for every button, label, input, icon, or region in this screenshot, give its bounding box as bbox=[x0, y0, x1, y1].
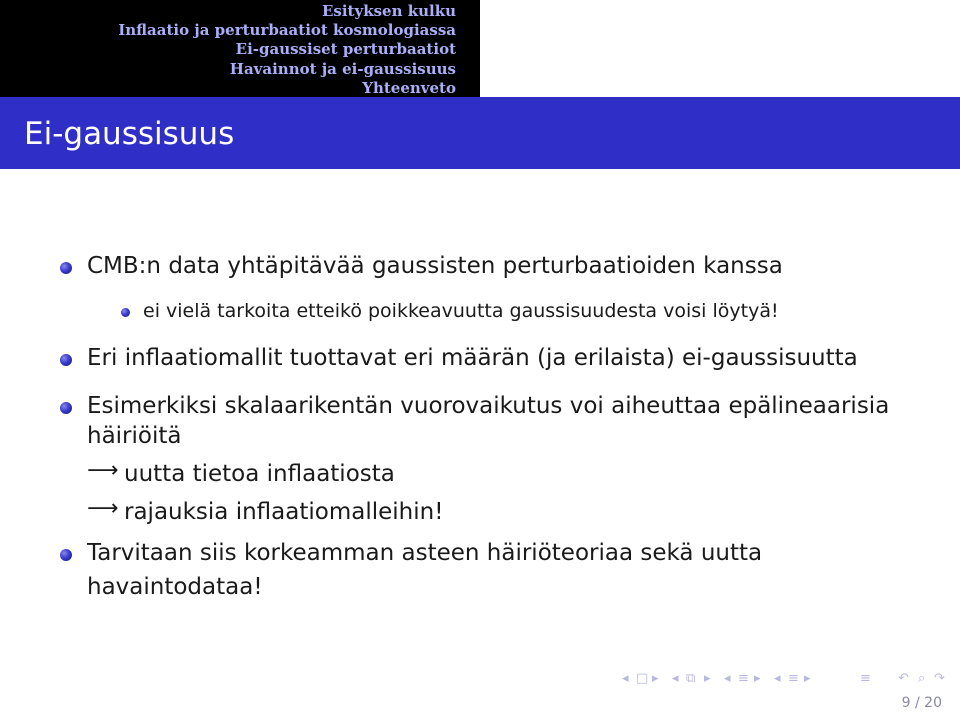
top-navigation-bar bbox=[0, 0, 960, 97]
nav-item-yhteenveto[interactable]: Yhteenveto bbox=[362, 78, 456, 97]
arrow-item-2: rajauksia inflaatiomalleihin! bbox=[124, 499, 444, 525]
nav-blank-area bbox=[480, 0, 960, 97]
next-section-icon[interactable]: ▸ bbox=[754, 671, 761, 686]
next-part-icon[interactable]: ▸ bbox=[804, 671, 811, 686]
long-right-arrow-icon: ⟶ bbox=[87, 496, 119, 521]
bullet-ball-icon bbox=[60, 262, 72, 274]
bullet-item-1: CMB:n data yhtäpitävää gaussisten perturbaatioiden kanssa bbox=[87, 253, 783, 279]
sub-bullet-ball-icon bbox=[121, 308, 130, 317]
bullet-ball-icon bbox=[60, 402, 72, 414]
next-subsection-icon[interactable]: ▸ bbox=[704, 671, 711, 686]
nav-item-inflaatio[interactable]: Inflaatio ja perturbaatiot kosmologiassa bbox=[118, 21, 456, 40]
section-icon[interactable]: ≡ bbox=[738, 671, 749, 686]
sub-bullet-item-1: ei vielä tarkoita etteikö poikkeavuutta gaussisuudesta voisi löytyä! bbox=[143, 300, 779, 322]
beamer-navigation-symbols bbox=[622, 671, 952, 691]
redo-icon[interactable]: ↷ bbox=[934, 671, 945, 686]
prev-section-icon[interactable]: ◂ bbox=[724, 671, 731, 686]
frame-icon[interactable]: □ bbox=[636, 671, 649, 686]
part-icon[interactable]: ≡ bbox=[788, 671, 799, 686]
nav-item-ei-gaussiset[interactable]: Ei-gaussiset perturbaatiot bbox=[235, 40, 456, 59]
long-right-arrow-icon: ⟶ bbox=[87, 458, 119, 483]
nav-item-havainnot[interactable]: Havainnot ja ei-gaussisuus bbox=[229, 59, 456, 78]
bullet-ball-icon bbox=[60, 354, 72, 366]
document-icon[interactable]: ≡ bbox=[860, 671, 871, 686]
bullet-item-3-line-2: häiriöitä bbox=[87, 423, 182, 449]
bullet-item-3-line-1: Esimerkiksi skalaarikentän vuorovaikutus voi aiheuttaa epälineaarisia bbox=[87, 393, 890, 419]
search-icon[interactable]: ⌕ bbox=[918, 671, 926, 686]
nav-item-esityksen-kulku[interactable]: Esityksen kulku bbox=[321, 2, 456, 20]
section-navigation bbox=[10, 0, 480, 98]
subsection-icon[interactable]: ⧉ bbox=[686, 671, 696, 686]
bullet-item-4-line-2: havaintodataa! bbox=[87, 574, 263, 600]
bullet-ball-icon bbox=[60, 549, 72, 561]
prev-subsection-icon[interactable]: ◂ bbox=[672, 671, 679, 686]
bullet-item-2: Eri inflaatiomallit tuottavat eri määrän (ja erilaista) ei-gaussisuutta bbox=[87, 345, 858, 371]
page-number: 9 / 20 bbox=[901, 695, 942, 711]
prev-part-icon[interactable]: ◂ bbox=[774, 671, 781, 686]
undo-icon[interactable]: ↶ bbox=[898, 671, 909, 686]
bullet-item-4-line-1: Tarvitaan siis korkeamman asteen häiriöteoriaa sekä uutta bbox=[87, 540, 763, 566]
frame-title: Ei-gaussisuus bbox=[24, 116, 235, 152]
next-frame-icon[interactable]: ▸ bbox=[652, 671, 659, 686]
arrow-item-1: uutta tietoa inflaatiosta bbox=[124, 461, 395, 487]
prev-frame-icon[interactable]: ◂ bbox=[622, 671, 629, 686]
